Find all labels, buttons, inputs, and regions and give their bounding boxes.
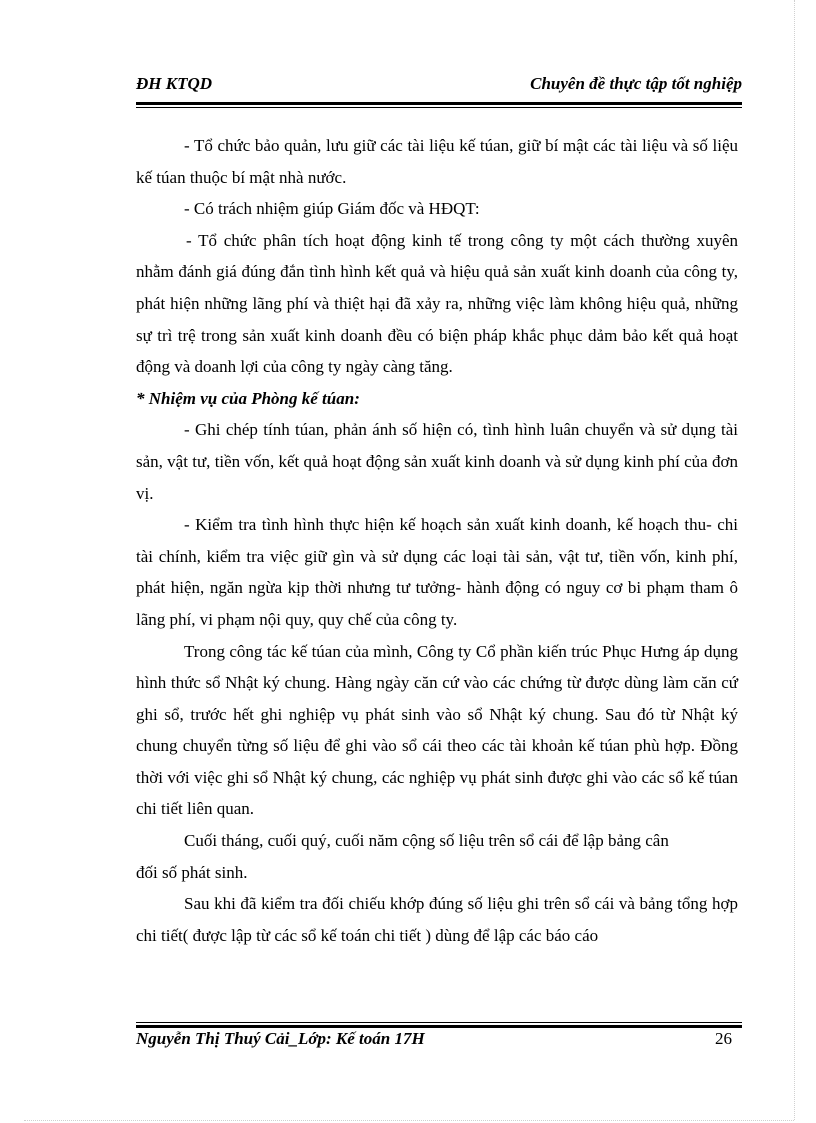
header-divider bbox=[136, 102, 742, 108]
header-institution: ĐH KTQD bbox=[136, 74, 213, 93]
page-number: 26 bbox=[715, 1029, 732, 1048]
paragraph: - Tổ chức bảo quản, lưu giữ các tài liệu kế túan, giữ bí mật các tài liệu và số liệu kế túan thuộc bí mật nhà nước. bbox=[136, 136, 738, 187]
paragraph: - Kiểm tra tình hình thực hiện kế hoạch sản xuất kinh doanh, kế hoạch thu- chi tài chính, kiểm tra việc giữ gìn và sử dụng các loại tài sản, vật tư, tiền vốn, kinh phí, phát hiện, ngăn ngừa kịp thời nhưng tư tưởng- hành động có nguy cơ bi phạm tham ô lãng phí, vi phạm nội quy, quy chế của công ty. bbox=[136, 515, 738, 629]
page-boundary-bottom bbox=[24, 1120, 794, 1121]
paragraph: Cuối tháng, cuối quý, cuối năm cộng số liệu trên sổ cái để lập bảng cân bbox=[184, 831, 669, 851]
document-body bbox=[136, 130, 738, 951]
paragraph: - Ghi chép tính túan, phản ánh số hiện có, tình hình luân chuyển và sử dụng tài sản, vật tư, tiền vốn, kết quả hoạt động sản xuất kinh doanh và sử dụng kinh phí của đơn vị. bbox=[136, 420, 738, 503]
paragraph-continuation: đối số phát sinh. bbox=[136, 862, 248, 882]
paragraph: Sau khi đã kiểm tra đối chiếu khớp đúng số liệu ghi trên sổ cái và bảng tổng hợp chi tiết( được lập từ các sổ kế toán chi tiết ) dùng để lập các báo cáo bbox=[136, 894, 738, 945]
header-document-title: Chuyên đề thực tập tốt nghiệp bbox=[530, 74, 742, 93]
paragraph: - Có trách nhiệm giúp Giám đốc và HĐQT: bbox=[184, 199, 480, 219]
paragraph: Trong công tác kế túan của mình, Công ty Cổ phần kiến trúc Phục Hưng áp dụng hình thức sổ Nhật ký chung. Hàng ngày căn cứ vào các chứng từ được dùng làm căn cứ ghi sổ, trước hết ghi nghiệp vụ phát sinh vào sổ Nhật ký chung. Sau đó từ Nhật ký chung chuyển từng số liệu để ghi vào sổ cái theo các tài khoản kế túan phù hợp. Đồng thời với việc ghi sổ Nhật ký chung, các nghiệp vụ phát sinh được ghi vào các sổ kế túan chi tiết liên quan. bbox=[136, 641, 738, 819]
page-boundary-right bbox=[794, 0, 795, 1120]
footer-author: Nguyễn Thị Thuý Cải_Lớp: Kế toán 17H bbox=[136, 1029, 425, 1048]
section-heading: * Nhiệm vụ của Phòng kế túan: bbox=[136, 388, 360, 408]
footer-divider bbox=[136, 1022, 742, 1028]
paragraph: - Tổ chức phân tích hoạt động kinh tế trong công ty một cách thường xuyên nhằm đánh giá đúng đắn tình hình kết quả và hiệu quả sản xuất kinh doanh của công ty, phát hiện những lãng phí và thiệt hại đã xảy ra, những việc làm không hiệu quả, những sự trì trệ trong sản xuất kinh doanh đều có biện pháp khắc phục dảm bảo kết quả hoạt động và doanh lợi của công ty ngày càng tăng. bbox=[136, 230, 738, 377]
